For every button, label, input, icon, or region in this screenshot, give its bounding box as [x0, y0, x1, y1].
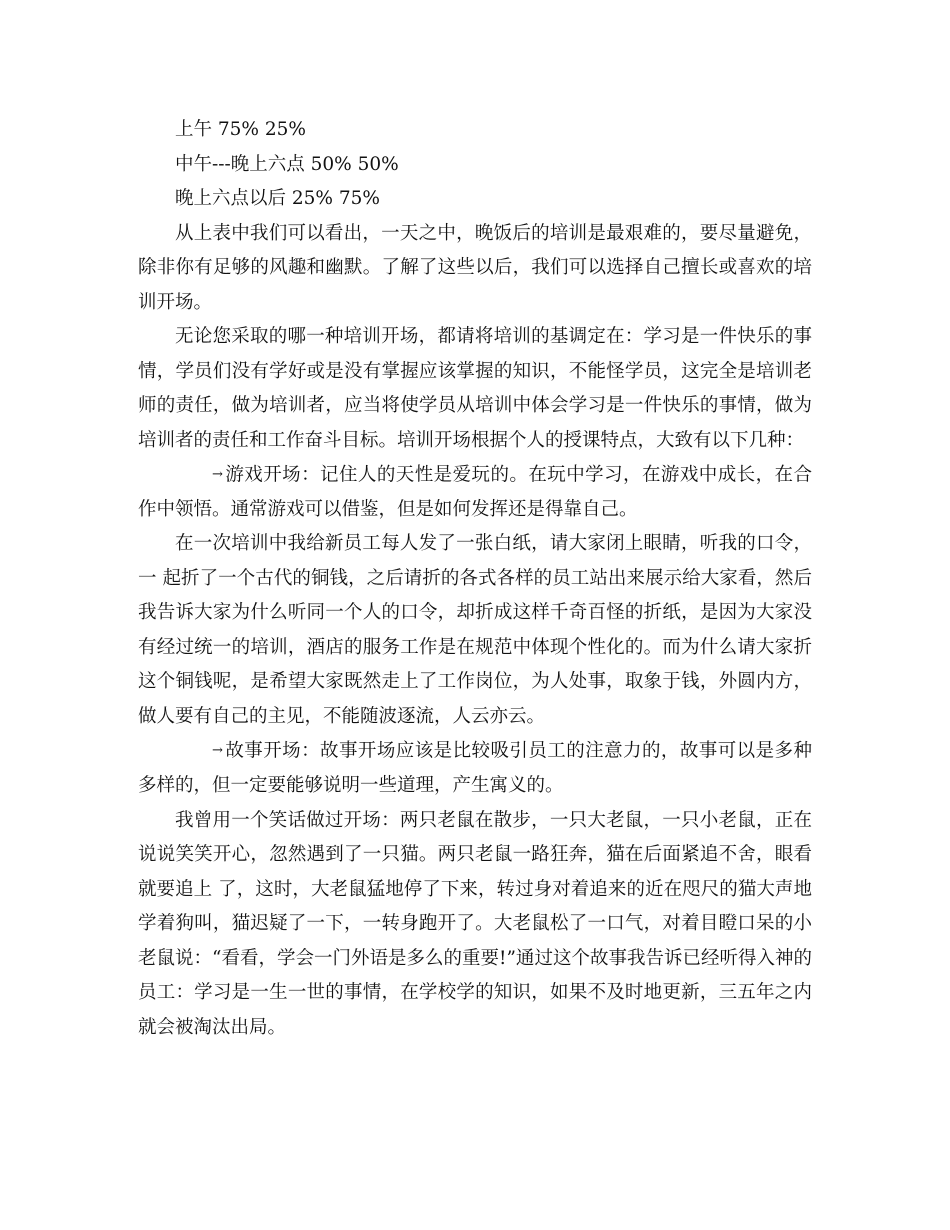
table-row-noon-evening: 中午---晚上六点 50% 50%	[175, 153, 399, 175]
paragraph-training-tone: 无论您采取的哪一种培训开场，都请将培训的基调定在：学习是一件快乐的事情，学员们没有学好或是没有掌握应该掌握的知识，不能怪学员，这完全是培训老师的责任，做为培训者，应当将使学员从培训中体会学习是一件快乐的事情，做为培训者的责任和工作奋斗目标。培训开场根据个人的授课特点，大致有以下几种：	[138, 326, 812, 451]
paragraph-story-opening	[138, 734, 812, 803]
document-page	[138, 113, 812, 1045]
paragraph-game-opening	[138, 458, 812, 527]
paragraph-evening-training: 从上表中我们可以看出，一天之中，晚饭后的培训是最艰难的，要尽量避免，除非你有足够的风趣和幽默。了解了这些以后，我们可以选择自己擅长或喜欢的培训开场。	[138, 222, 812, 313]
arrow-icon: →	[212, 743, 223, 759]
story-opening-text: 故事开场：故事开场应该是比较吸引员工的注意力的，故事可以是多种多样的，但一定要能够说明一些道理，产生寓义的。	[138, 740, 812, 796]
table-row-morning: 上午 75% 25%	[175, 119, 306, 140]
game-opening-text: 游戏开场：记住人的天性是爱玩的。在玩中学习，在游戏中成长，在合作中领悟。通常游戏可以借鉴，但是如何发挥还是得靠自己。	[138, 464, 812, 520]
arrow-icon: →	[212, 467, 223, 482]
table-row-after-six: 晚上六点以后 25% 75%	[175, 188, 381, 209]
paragraph-paper-coin-story: 在一次培训中我给新员工每人发了一张白纸，请大家闭上眼睛，听我的口令，一 起折了一个古代的铜钱，之后请折的各式各样的员工站出来展示给大家看，然后我告诉大家为什么听同一个人的口令，却折成这样千奇百怪的折纸，是因为大家没有经过统一的培训，酒店的服务工作是在规范中体现个性化的。而为什么请大家折这个铜钱呢，是希望大家既然走上了工作岗位，为人处事，取象于钱，外圆内方，做人要有自己的主见，不能随波逐流，人云亦云。	[138, 533, 812, 727]
paragraph-mouse-joke: 我曾用一个笑话做过开场：两只老鼠在散步，一只大老鼠，一只小老鼠，正在说说笑笑开心，忽然遇到了一只猫。两只老鼠一路狂奔，猫在后面紧追不舍，眼看就要追上 了，这时，大老鼠猛地停了下来，转过身对着追来的近在咫尺的猫大声地学着狗叫，猫迟疑了一下，一转身跑开了。大老鼠松了一口气，对着目瞪口呆的小老鼠说：“看看，学会一门外语是多么的重要!”通过这个故事我告诉已经听得入神的员工：学习是一生一世的事情，在学校学的知识，如果不及时地更新，三五年之内就会被淘汰出局。	[138, 809, 812, 1038]
